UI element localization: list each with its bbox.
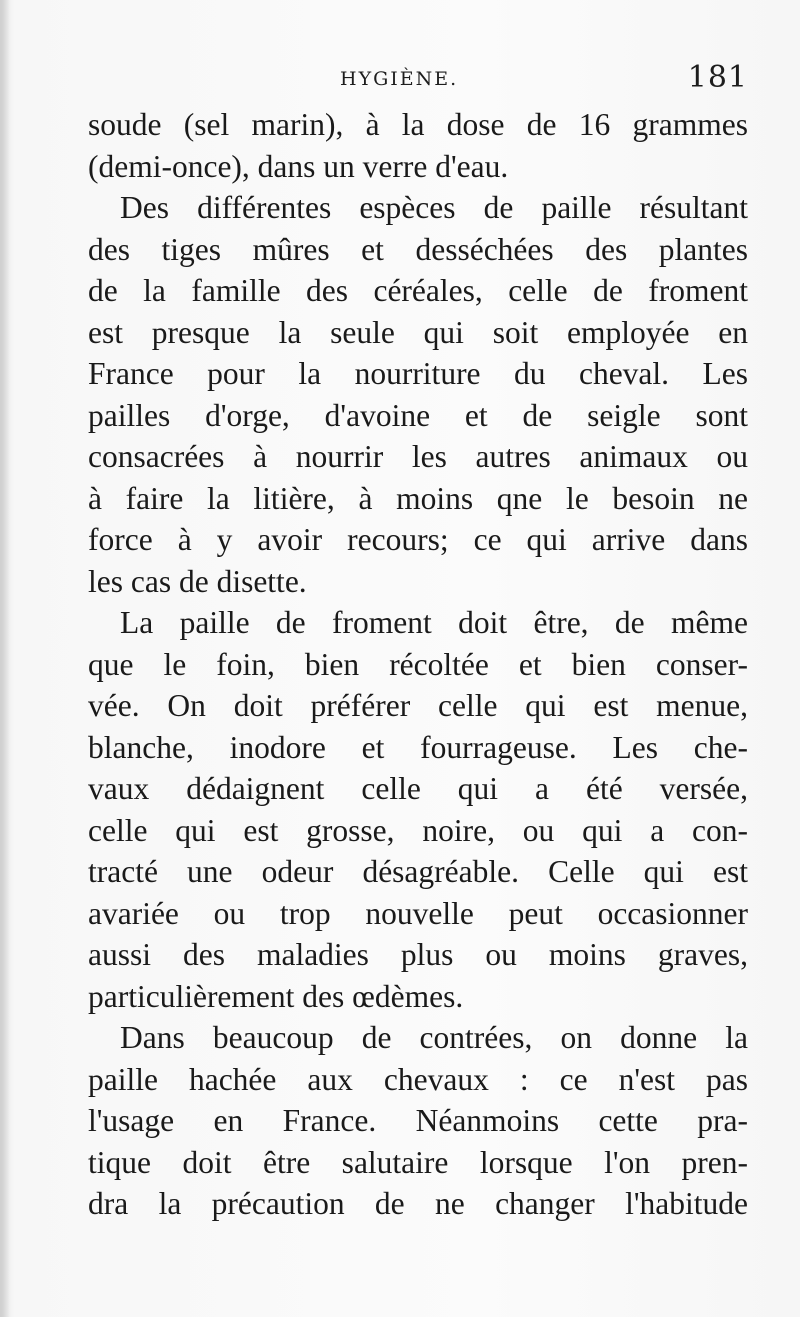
paragraph xyxy=(88,187,748,602)
running-head xyxy=(88,60,748,100)
paragraph xyxy=(88,1017,748,1225)
text-line: blanche, inodore et fourrageuse. Les che- xyxy=(88,729,748,765)
text-line: des tiges mûres et desséchées des plantes xyxy=(88,231,748,267)
text-line: pailles d'orge, d'avoine et de seigle sont xyxy=(88,397,748,433)
text-line: l'usage en France. Néanmoins cette pra- xyxy=(88,1103,748,1138)
text-line: tracté une odeur désagréable. Celle qui est xyxy=(88,854,748,889)
body-text xyxy=(88,104,748,1225)
page-edge-shadow xyxy=(0,0,10,1317)
text-line: de la famille des céréales, celle de froment xyxy=(88,273,748,308)
text-line: (demi-once), dans un verre d'eau. xyxy=(88,148,509,184)
text-line: vée. On doit préférer celle qui est menue, xyxy=(88,688,748,723)
paragraph xyxy=(88,104,748,187)
text-line: vaux dédaignent celle qui a été versée, xyxy=(88,771,748,806)
text-line: dra la précaution de ne changer l'habitude xyxy=(88,1186,748,1221)
text-line: paille hachée aux chevaux : ce n'est pas xyxy=(88,1061,748,1097)
text-line: force à y avoir recours; ce qui arrive dans xyxy=(88,522,748,557)
text-line: particulièrement des œdèmes. xyxy=(88,978,464,1014)
text-line: celle qui est grosse, noire, ou qui a con- xyxy=(88,812,748,848)
page-number: 181 xyxy=(687,60,748,95)
text-line: tique doit être salutaire lorsque l'on pren- xyxy=(88,1144,748,1180)
text-line: consacrées à nourrir les autres animaux ou xyxy=(88,439,748,474)
text-line: La paille de froment doit être, de même xyxy=(120,605,748,640)
paragraph xyxy=(88,602,748,1017)
text-line: soude (sel marin), à la dose de 16 grammes xyxy=(88,107,748,142)
text-line: avariée ou trop nouvelle peut occasionner xyxy=(88,895,748,931)
text-line: à faire la litière, à moins qne le besoin ne xyxy=(88,480,748,516)
text-line: Dans beaucoup de contrées, on donne la xyxy=(120,1020,748,1055)
text-line: France pour la nourriture du cheval. Les xyxy=(88,356,748,391)
running-title: HYGIÈNE. xyxy=(340,68,459,90)
text-line: Des différentes espèces de paille résultant xyxy=(120,190,748,225)
text-line: est presque la seule qui soit employée en xyxy=(88,314,748,350)
text-line: les cas de disette. xyxy=(88,563,307,599)
text-line: aussi des maladies plus ou moins graves, xyxy=(88,937,748,972)
text-line: que le foin, bien récoltée et bien conser- xyxy=(88,646,748,682)
